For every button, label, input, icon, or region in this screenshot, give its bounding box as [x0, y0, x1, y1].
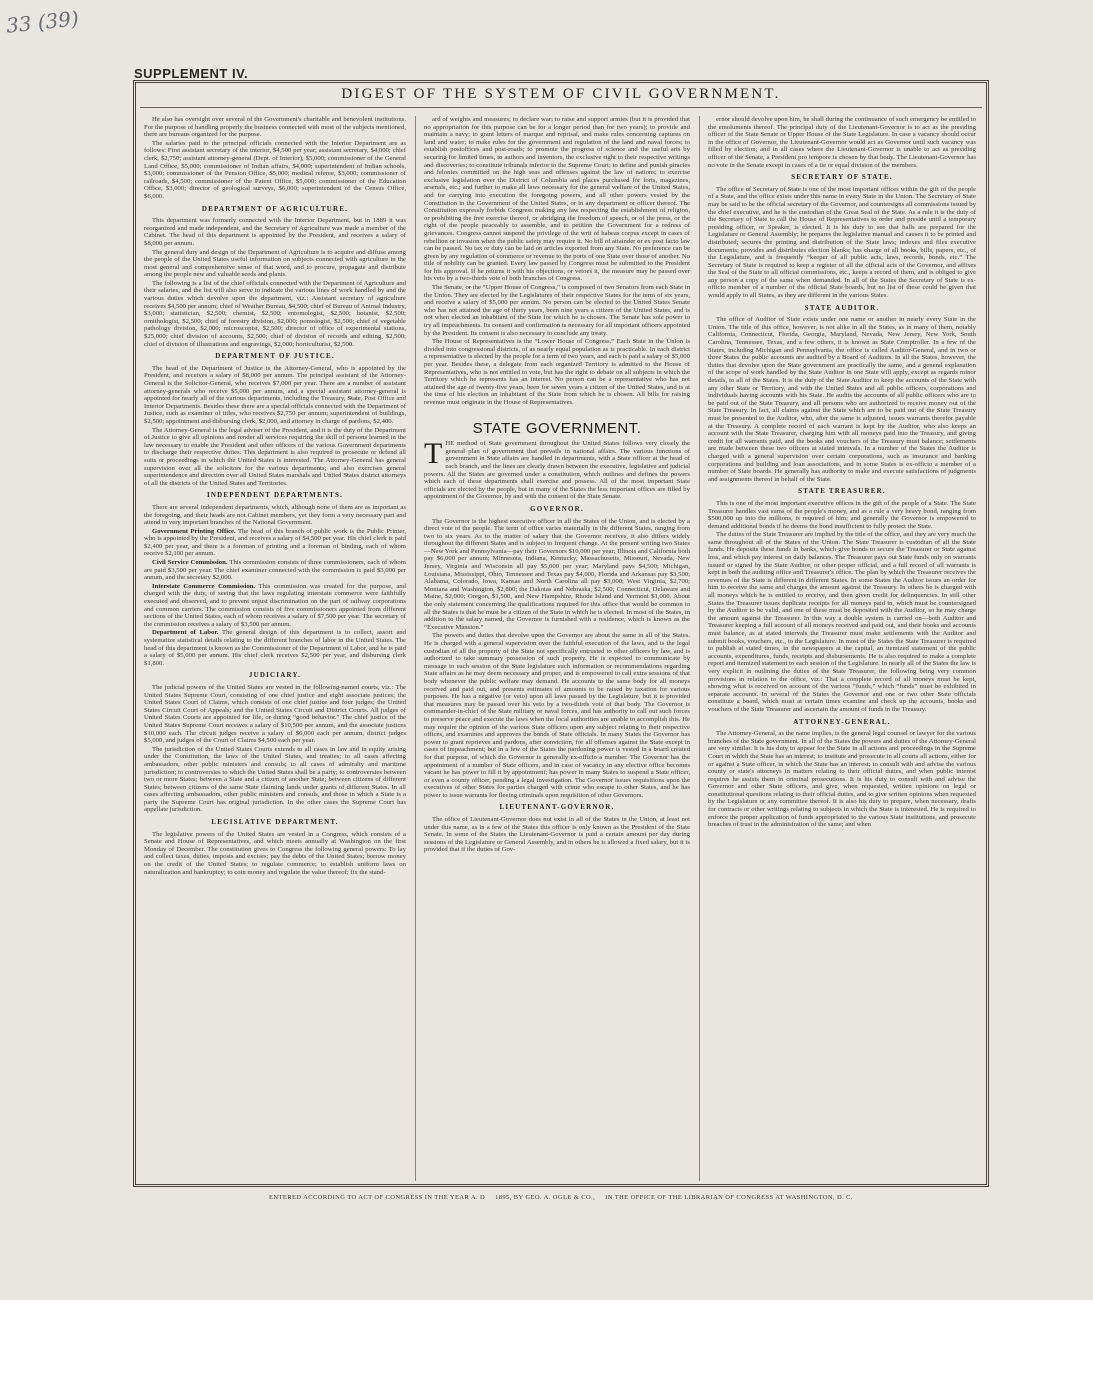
paragraph: The duties of the State Treasurer are implied by the title of the office, and they are very much the same throughout all of the States of the Union. The State Treasurer is custodian of all the State funds. He deposits these funds in banks, which give bonds to secure the Treasurer or State against loss, and which pay interest on daily balances. The Treasurer pays out State funds only on warrants issued or signed by the State Auditor, or other proper official, and a full record of all warrants is kept in both the auditing office and Treasurer's office. The plan by which the Treasurer receives the revenues of the State is different in different States. In some States the Auditor issues an order for him to receive the same and charges the amount against the Treasury. In others he is charged with all moneys which he is entitled to receive, and then given credit for delinquencies. In still other States the Treasurer issues duplicate receipts for all moneys paid in, which must be countersigned by the Auditor to be valid, and one of these must be deposited with the Auditor, so he may charge the amount against the Treasurer. In this way a double system is carried on—both Auditor and Treasurer keeping a full account of all moneys received and paid out, and their books and accounts must balance, as at stated intervals the Treasurer must make settlements with the Auditor and submit books, vouchers, etc., to the Legislature. In most of the States the State Treasurer is required to publish at stated times, in the newspapers at the capital, an itemized statement of the public accounts, expenditures, funds, receipts and disbursements. He is also required to make a complete report and itemized statement to each session of the Legislature. In nearly all of the States the law is very explicit in outlining the duties of the State Treasurer, the following being very common provisions in relation to the office, viz.: That a complete record of all moneys must be kept, showing what is received on account of the various “funds,” which “funds” must be exhibited in separate accounts. In several of the States the Governor and one or two other State officials constitute a board, which must at certain times examine and check up the accounts, books and vouchers of the State Treasurer and ascertain the amount of funds in the Treasury.: [708, 531, 976, 713]
footer-middle: 1895, BY GEO. A. OGLE & CO.,: [495, 1194, 596, 1201]
paragraph: The powers and duties that devolve upon the Governor are about the same in all of the States. He is charged with a general supervision over the faithful execution of the laws, and is the legal custodian of all the property of the State not specifically entrusted to other officers by law, and is authorized to take summary possession of such property. He is expected to communicate by message to each session of the State legislature such information or recommendations regarding State affairs as he may deem necessary and proper, and is empowered to call extra sessions of that body whenever the public welfare may demand. He accounts to the same body for all moneys received and paid out, and presents estimates of amounts to be raised by taxation for various purposes. He has a negative (or veto) upon all laws passed by the Legislature, but it is provided that measures may be passed over his veto by a two-thirds vote of that body. The Governor is commander-in-chief of the State military or naval forces, and has authority to call out such forces to preserve peace and execute the laws when the local authorities are unable to accomplish this. He may require the opinion of the various State officers upon any subject relating to their respective offices, and examines and approves the bonds of State officials. In many States the Governor has power to grant reprieves and pardons, after conviction, for all offenses against the State except in cases of impeachment; but in a few of the States the pardoning power is vested in a board created for that purpose, of which the Governor is generally ex-officio a member. The Governor has the appointment of a number of State officers, and in case of vacancy in any elective office becomes vacant he has power to fill it by appointment; has power in many States to suspend a State officer, or even a county officer, pending a legal investigation. The Governor issues requisitions upon the executives of other States for parties charged with crime who escape to other States, and he has power to issue warrants for fleeing criminals upon requisition of other Governors.: [424, 632, 690, 799]
column-divider: [699, 116, 700, 1181]
paragraph-text: HE method of State government throughout the United States follows very closely the general plan of government that prevails in national affairs. The various functions of government in State affairs are handled in departments, with a State officer at the head of each branch, and the lines are clearly drawn between the executive, legislative and judicial powers. All the States are governed under a constitution, which outlines and defines the powers which each of these departments shall exercise and possess. All of the most important State officials are elected by the people, but in many of the States the less important offices are filled by appointment of the Governor, by and with the consent of the State Senate.: [424, 440, 690, 501]
section-heading-governor: GOVERNOR.: [530, 504, 584, 513]
paragraph: The following is a list of the chief officials connected with the Department of Agriculture and their salaries, and the list will also serve to indicate the various lines of work handled by and the various duties which devolve upon the department, viz.: Assistant secretary of agriculture receives $4,500 per annum; chief of Weather Bureau, $4,500; chief of Bureau of Animal Industry, $3,000; statistician, $2,500; chemist, $2,500; entomologist, $2,500; botanist, $2,500; ornithologist, $2,500; chief of forestry division, $2,000; pomologist, $2,500; chief of vegetable pathology division, $2,000; microscopist, $2,500; director of office of experimental stations, $25,000; chief division of accounts, $2,500; chief of division of records and editing, $2,500; chief of division of illustrations and engravings, $2,000; horticulturist, $2,500.: [144, 279, 406, 348]
paragraph: The Senate, or the “Upper House of Congress,” is composed of two Senators from each State in the Union. They are elected by the Legislatures of their respective States for the term of six years, and receive a salary of $5,000 per annum. No person can be elected to the United States Senate who has not attained the age of thirty years, been nine years a citizen of the United States, and is not when elected an inhabitant of the State for which he is chosen. The Senate has sole power to try all impeachments. Its consent and confirmation is necessary for all important officers appointed by the President. Its consent is also necessary to conclude any treaty.: [424, 284, 690, 337]
paragraph: The office of Auditor of State exists under one name or another in nearly every State in the Union. The title of this office, however, is not alike in all the States, as in many of them, notably California, Connecticut, Florida, Georgia, Maryland, Nevada, New Jersey, New York, South Carolina, Tennessee, Texas, and a few others, it is known as State Comptroller. In a few of the States, including Michigan and Pennsylvania, the office is called Auditor-General, and in two or three States the public accounts are audited by a Board of Auditors. In all the States, however, the duties that devolve upon the State government are practically the same, and a general explanation of the scope of work handled by the State Auditor in one State will apply, except as regards minor details, to all of the States. It is the duty of the State Auditor to keep the accounts of the State with any other State or Territory, and with the United States and all public officers, corporations and individuals having accounts with his State. He audits the accounts of all public officers who are to be paid out of the State Treasury, and all persons who are authorized to receive money out of the State Treasury. In fact, all claims against the State which are to be paid out of the State Treasury must be presented to the Auditor, who, after the same is adjusted, issues warrants therefor payable at the Treasury. A complete record of each warrant is kept by the Auditor, who also keeps an account with the State Treasurer, charging him with all moneys paid into the Treasury, and giving credit for all warrants paid, and the books and vouchers of the Treasury must balance; settlements are made between these two officers at stated intervals. In a number of the States the Auditor is charged with a general supervision over certain corporations, such as insurance and banking corporations and building and loan associations, and in some States is ex-officio a member of a number of State boards. He generally has authority to make and execute satisfactions of judgments and assignments thereof in behalf of the State.: [708, 316, 976, 483]
paragraph: The head of the Department of Justice is the Attorney-General, who is appointed by the President, and receives a salary of $8,000 per annum. The principal assistant of the Attorney-General is the Solicitor-General, who receives $7,000 per year. There are a number of assistant attorney-generals who receive $5,000 per annum, and a special assistant attorney-general is appointed for nearly all of the various departments, including the Treasury, State, Post Office and Interior Departments. Besides these there are a special officials connected with the Department of Justice, such as examiner of titles, who receives $2,750 per annum; superintendent of buildings, $2,500; appointment and disbursing clerk, $2,000, and attorney in charge of pardons, $2,400.: [144, 364, 406, 425]
paragraph-text: This commission was created for the purpose, and charged with the duty, of seeing that the laws regulating interstate commerce were faithfully executed and observed, and to prevent unjust discrimination on the part of railway corporations and common carriers. The commission consists of five commissioners appointed from different sections of the United States, each of whom receives a salary of $7,500 per year. The secretary of the commission receives a salary of $3,500 per annum.: [144, 582, 406, 628]
paragraph: [144, 528, 406, 558]
run-in-heading: Civil Service Commission.: [152, 559, 228, 567]
section-title-state-government: STATE GOVERNMENT.: [472, 419, 642, 437]
column-right: [708, 116, 976, 1181]
paragraph: He also has oversight over several of the Government's charitable and benevolent institutions. For the purpose of handling properly the business connected with most of the subjects mentioned, there are bureaus organized for the purpose.: [144, 116, 406, 139]
supplement-label: SUPPLEMENT IV.: [134, 66, 249, 81]
section-heading-legislative: LEGISLATIVE DEPARTMENT.: [211, 818, 339, 827]
section-heading-independent: INDEPENDENT DEPARTMENTS.: [206, 491, 344, 500]
paragraph: The Attorney-General is the legal adviser of the President, and it is the duty of the Department of Justice to give all opinions and render all services requiring the skill of persons learned in the law necessary to enable the President and other officers of the various Government departments to discharge their respective duties. This department is also required to prosecute or defend all suits or proceedings in which the United States is interested. The Attorney-General has general supervision over all the solicitors for the various departments; and also exercises general superintendence and direction over all United States marshals and United States district attorneys of all the districts of the United States and Territories.: [144, 426, 406, 487]
paragraph: [144, 629, 406, 667]
paragraph: The jurisdiction of the United States Courts extends to all cases in law and in equity arising under the Constitution, the laws of the United States, and treaties; to all cases affecting ambassadors, other public ministers and consuls; to all cases of admiralty and maritime jurisdiction; to controversies to which the United States shall be a party; to controversies between two or more States; between a State and a citizen of another State; between citizens of different States; between citizens of the same State claiming lands under grants of different States. In all cases affecting ambassadors, other public ministers and consuls, and those in which a State is a party the Supreme Court has original jurisdiction. In the other cases the Supreme Court has appellate jurisdiction.: [144, 745, 406, 814]
section-heading-lieutenant-governor: LIEUTENANT-GOVERNOR.: [499, 803, 615, 812]
paragraph: [144, 559, 406, 582]
paragraph: The judicial powers of the United States are vested in the following-named courts, viz.: The United States Supreme Court, consisting of one chief justice and eight associate justices; the United States Court of Claims, which consists of one chief justice and four judges; the United States Circuit Court of Appeals; and the United States Circuit and District Courts. All judges of United States Courts are appointed for life, or during “good behavior.” The chief justice of the United States Supreme Court receives a salary of $10,500 per annum, and the associate justices $10,000 each. The circuit judges receive a salary of $6,000 each per annum, district judges $5,000, and judges of the Court of Claims $4,500 each per year.: [144, 683, 406, 745]
column-left: [144, 116, 406, 1181]
paragraph: The House of Representatives is the “Lower House of Congress.” Each State in the Union is divided into congressional districts, of as nearly equal population as is practicable. In each district a representative is elected by the people for a term of two years, and each is paid a salary of $5,000 per year. Besides these, a delegate from each organized Territory is admitted to the House of Representatives, who is not entitled to vote, but has the right to debate on all subjects in which the Territory which he represents has an interest. No person can be a representative who has not attained the age of twenty-five years, been for seven years a citizen of the United States, and is at the time of his election an inhabitant of the State from which he is chosen. All bills for raising revenue must originate in the House of Representatives.: [424, 338, 690, 406]
run-in-heading: Department of Labor.: [152, 629, 219, 637]
paragraph: The salaries paid to the principal officials connected with the Interior Department are as follows: First assistant secretary of the interior, $4,500 per year; assistant secretary, $4,000; chief clerk, $2,750; assistant attorney-general (Dept. of Interior), $5,000; commissioner of the General Land Office, $5,000; commissioner of Indian affairs, $4,000; superintendent of Indian schools, $3,000; commissioner of the Pension Office, $5,000; medical referee, $3,000; commissioner of railroads, $4,500; commissioner of the Patent Office, $5,000; commissioner of the Education Office, $3,000; director of geological surveys, $6,000; superintendent of the Census Office, $6,000.: [144, 139, 406, 200]
paragraph-text: The head of this branch of public work is the Public Printer, who is appointed by the President, and receives a salary of $4,500 per year. His chief clerk is paid $2,400 per year, and there is a foreman of printing and a foreman of binding, each of whom receive $2,100 per annum.: [144, 527, 406, 558]
run-in-heading: Government Printing Office.: [152, 527, 236, 535]
paragraph: [424, 437, 690, 501]
run-in-heading: Interstate Commerce Commission.: [152, 582, 256, 590]
section-heading-justice: DEPARTMENT OF JUSTICE.: [215, 352, 335, 361]
copyright-footer: [133, 1194, 989, 1201]
section-heading-agriculture: DEPARTMENT OF AGRICULTURE.: [201, 204, 349, 213]
page-title: DIGEST OF THE SYSTEM OF CIVIL GOVERNMENT.: [341, 86, 781, 102]
paragraph: There are several independent departments, which, although none of them are as important as the foregoing, and their heads are not Cabinet members, yet they form a very necessary part and attend to very important branches of the National Government.: [144, 503, 406, 527]
section-heading-treasurer: STATE TREASURER.: [798, 487, 886, 496]
footer-right: IN THE OFFICE OF THE LIBRARIAN OF CONGRESS AT WASHINGTON, D. C.: [605, 1194, 853, 1201]
paragraph: This is one of the most important executive offices in the gift of the people of a State. The State Treasurer handles vast sums of the people's money, and as a rule a very heavy bond, ranging from $500,000 up into the millions, is required of him; and generally the Governor is empowered to demand additional bonds if he deems the bond insufficient to fully protect the State.: [708, 499, 976, 530]
footer-left: ENTERED ACCORDING TO ACT OF CONGRESS IN THE YEAR A. D: [269, 1194, 486, 1201]
section-heading-attorney-general: ATTORNEY-GENERAL.: [793, 717, 891, 726]
paragraph: The Governor is the highest executive officer in all the States of the Union, and is elected by a direct vote of the people. The term of office varies materially in the different States, ranging from two to six years. As to the matter of salary that the Governor receives, it also differs widely throughout the different States and is subject to frequent change. At the present writing two States—New York and Pennsylvania—pay their Governors $10,000 per year; Illinois and California both pay $6,000 per annum; Minnesota, Indiana, Kentucky, Massachusetts, Missouri, Nevada, New Jersey, Virginia and Wisconsin all pay $5,000 per year; Maryland pays $4,500; Michigan, Louisiana, Mississippi, Ohio, Tennessee and Texas pay $4,000, Florida and Arkansas pay $3,500; Alabama, Colorado, Iowa, Kansas and North Carolina all pay $3,000; West Virginia, $2,700; Montana and Washington, $2,800; the Dakotas and Nebraska, $2,500; Connecticut, Delaware and Maine, $2,000; Oregon, $1,500, and New Hampshire, Rhode Island and Vermont $1,000. About the only statement concerning the qualifications required for this office that would be common to all the States is that he must be a citizen of the State in which he is elected. In most of the States, in addition to the salary named, the Governor is furnished with a residence, which is known as the “Executive Mansion.”: [424, 517, 690, 631]
paragraph: [144, 583, 406, 629]
paragraph-text: The general design of this department is to collect, assort and systematize statistical details relating to the different branches of labor in the United States. The head of this department is known as the Commissioner of the Department of Labor, and he is paid a salary of $5,000 per annum. His chief clerk receives $2,500 per year, and disbursing clerk $1,800.: [144, 629, 406, 667]
paragraph: The Attorney-General, as the name implies, is the general legal counsel or lawyer for the various branches of the State government. In all of the States the powers and duties of the Attorney-General are very similar. It is his duty to appear for the State in all actions and proceedings in the Supreme Court in which the State has an interest; to institute and prosecute in all courts all actions, either for or against a State officer, in which the State has an interest; to consult with and advise the various county or state's attorneys in matters relating to their official duties, and when public interest requires he assists them in criminal prosecutions. It is his duty to consult with and advise the Governor and other State officers, and give, when requested, written opinions on legal or constitutional questions relating to their official duties, and to give written opinions when requested by the Legislature or any committee thereof. It is also his duty to prepare, when necessary, drafts for contracts or other writings relating to subjects in which the State is interested. He is required to enforce the proper application of funds appropriated to the various State institutions, and prosecute breaches of trust in the administration of the same; and when: [708, 730, 976, 829]
drop-cap: T: [424, 437, 443, 471]
paragraph: The office of Secretary of State is one of the most important offices within the gift of the people of a State, and the office exists under this name in every State in the Union. The Secretary of State may be said to be the official secretary of the Governor, and countersigns all commissions issued by the chief executive, and he is the custodian of the Great Seal of the State. As a rule it is the duty of the Secretary of State to call the House of Representatives to order and preside until a temporary presiding officer, or Speaker, is elected. It is his duty to see that halls are prepared for the Legislature or General Assembly; he prepares the legislative manual and causes it to be printed and distributed; secures the printing and distribution of the State laws; indexes and files executive documents; provides and distributes election blanks; has charge of all books, bills, papers, etc., of the Legislature, and is frequently “keeper of all public acts, laws, records, bonds, etc.” The Secretary of State is required to keep a register of all the official acts of the Governor, and affixes the Seal of the State to all official commissions, etc., keeps a record of them, and is obliged to give any person a copy of the same when demanded. In all of the States the Secretary of State is ex-officio member of a number of the official State boards, but no list of these could be given that would apply to all States, as they are different in the various States.: [708, 185, 976, 300]
paragraph: The legislative powers of the United States are vested in a Congress, which consists of a Senate and House of Representatives, and which meets annually at Washington on the first Monday of December. The constitution gives to Congress the following general powers: To lay and collect taxes, duties, imposts and excises; pay the debts of the United States; borrow money on the credit of the United States; to regulate commerce; to establish uniform laws on naturalization and bankruptcy; to coin money and regulate the value thereof; fix the stand-: [144, 830, 406, 876]
section-heading-secretary: SECRETARY OF STATE.: [791, 173, 893, 182]
column-divider: [415, 116, 416, 1181]
paragraph-text: This commission consists of three commissioners, each of whom are paid $3,500 per year. The chief examiner connected with the commission is paid $3,000 per annum, and the secretary $2,000.: [144, 559, 406, 582]
paragraph: This department was formerly connected with the Interior Department, but in 1889 it was reorganized and made independent, and the Secretary of Agriculture was made a member of the Cabinet. The head of this department is appointed by the President, and receives a salary of $8,000 per annum.: [144, 217, 406, 247]
column-middle: [424, 116, 690, 1181]
pencil-annotation: 33 (39): [4, 6, 80, 38]
paragraph: The general duty and design of the Department of Agriculture is to acquire and diffuse among the people of the United States useful information on subjects connected with agriculture in the most general and comprehensive sense of that word, and to procure, propagate and distribute among the people new and valuable seeds and plants.: [144, 248, 406, 279]
text-frame: [133, 80, 989, 1187]
section-heading-auditor: STATE AUDITOR.: [804, 303, 880, 312]
title-divider: [140, 107, 982, 108]
paragraph: ard of weights and measures; to declare war; to raise and support armies (but it is provided that no appropriation for this purpose can be for a longer period than for two years); to provide and maintain a navy; to grant letters of marque and reprisal, and make rules concerning captures on land and water; to make rules for the government and regulation of the land and naval forces; to establish postoffices and post-roads; to promote the progress of science and the useful arts by securing for limited times, to authors and inventors, the exclusive right to their respective writings and discoveries; to constitute tribunals inferior to the Supreme Court; to define and punish piracies and felonies committed on the high seas and offenses against the law of nations; to exercise exclusive legislation over the District of Columbia and places purchased for forts, magazines, arsenals, etc.; and further to make all laws necessary for the general welfare of the United States, and for carrying into execution the foregoing powers, and all other powers vested by the Constitution in the Government of the United States, or in any department or officer thereof. The Constitution expressly forbids Congress making any law respecting the establishment of religion, or prohibiting the free exercise thereof, or abridging the freedom of speech, or of the press, or the right of the people peaceably to assemble, and to petition the Government for a redress of grievances. Congress cannot suspend the privilege of the writ of habeas corpus except in cases of rebellion or invasion when the public safety may require it. No bill of attainder or ex post facto law can be passed. No tax or duty can be laid on articles exported from any State. No preference can be given by any regulation of commerce or revenue to the ports of one State over those of another. No title of nobility can be granted. Every law passed by Congress must be submitted to the President for his approval. If he returns it with his objections, or vetoes it, the measure may be passed over his veto by a two-thirds vote of both branches of Congress.: [424, 116, 690, 283]
paragraph: ernor should devolve upon him, he shall during the continuance of such emergency be entitled to the emoluments thereof. The principal duty of the Lieutenant-Governor is to act as the presiding officer of the State Senate or Upper House of the State Legislature. In case a vacancy should occur in the office of Governor, the Lieutenant-Governor would act as Governor until such vacancy was filled by election; and in all cases where the Lieutenant-Governor is unable to act as presiding officer of the Senate, a President pro tempore is chosen by that body. The Lieutenant-Governor has no vote in the Senate except in cases of a tie or equal division of the members.: [708, 116, 976, 169]
paragraph: The office of Lieutenant-Governor does not exist in all of the States in the Union, at least not under this name, as in a few of the States this officer is only known as the President of the State Senate. In some of the States the Lieutenant-Governor is paid a certain amount per day during sessions of the Legislature or General Assembly, and in others he is allowed a fixed salary, but it is provided that if the duties of Gov-: [424, 816, 690, 854]
section-heading-judiciary: JUDICIARY.: [248, 671, 302, 680]
